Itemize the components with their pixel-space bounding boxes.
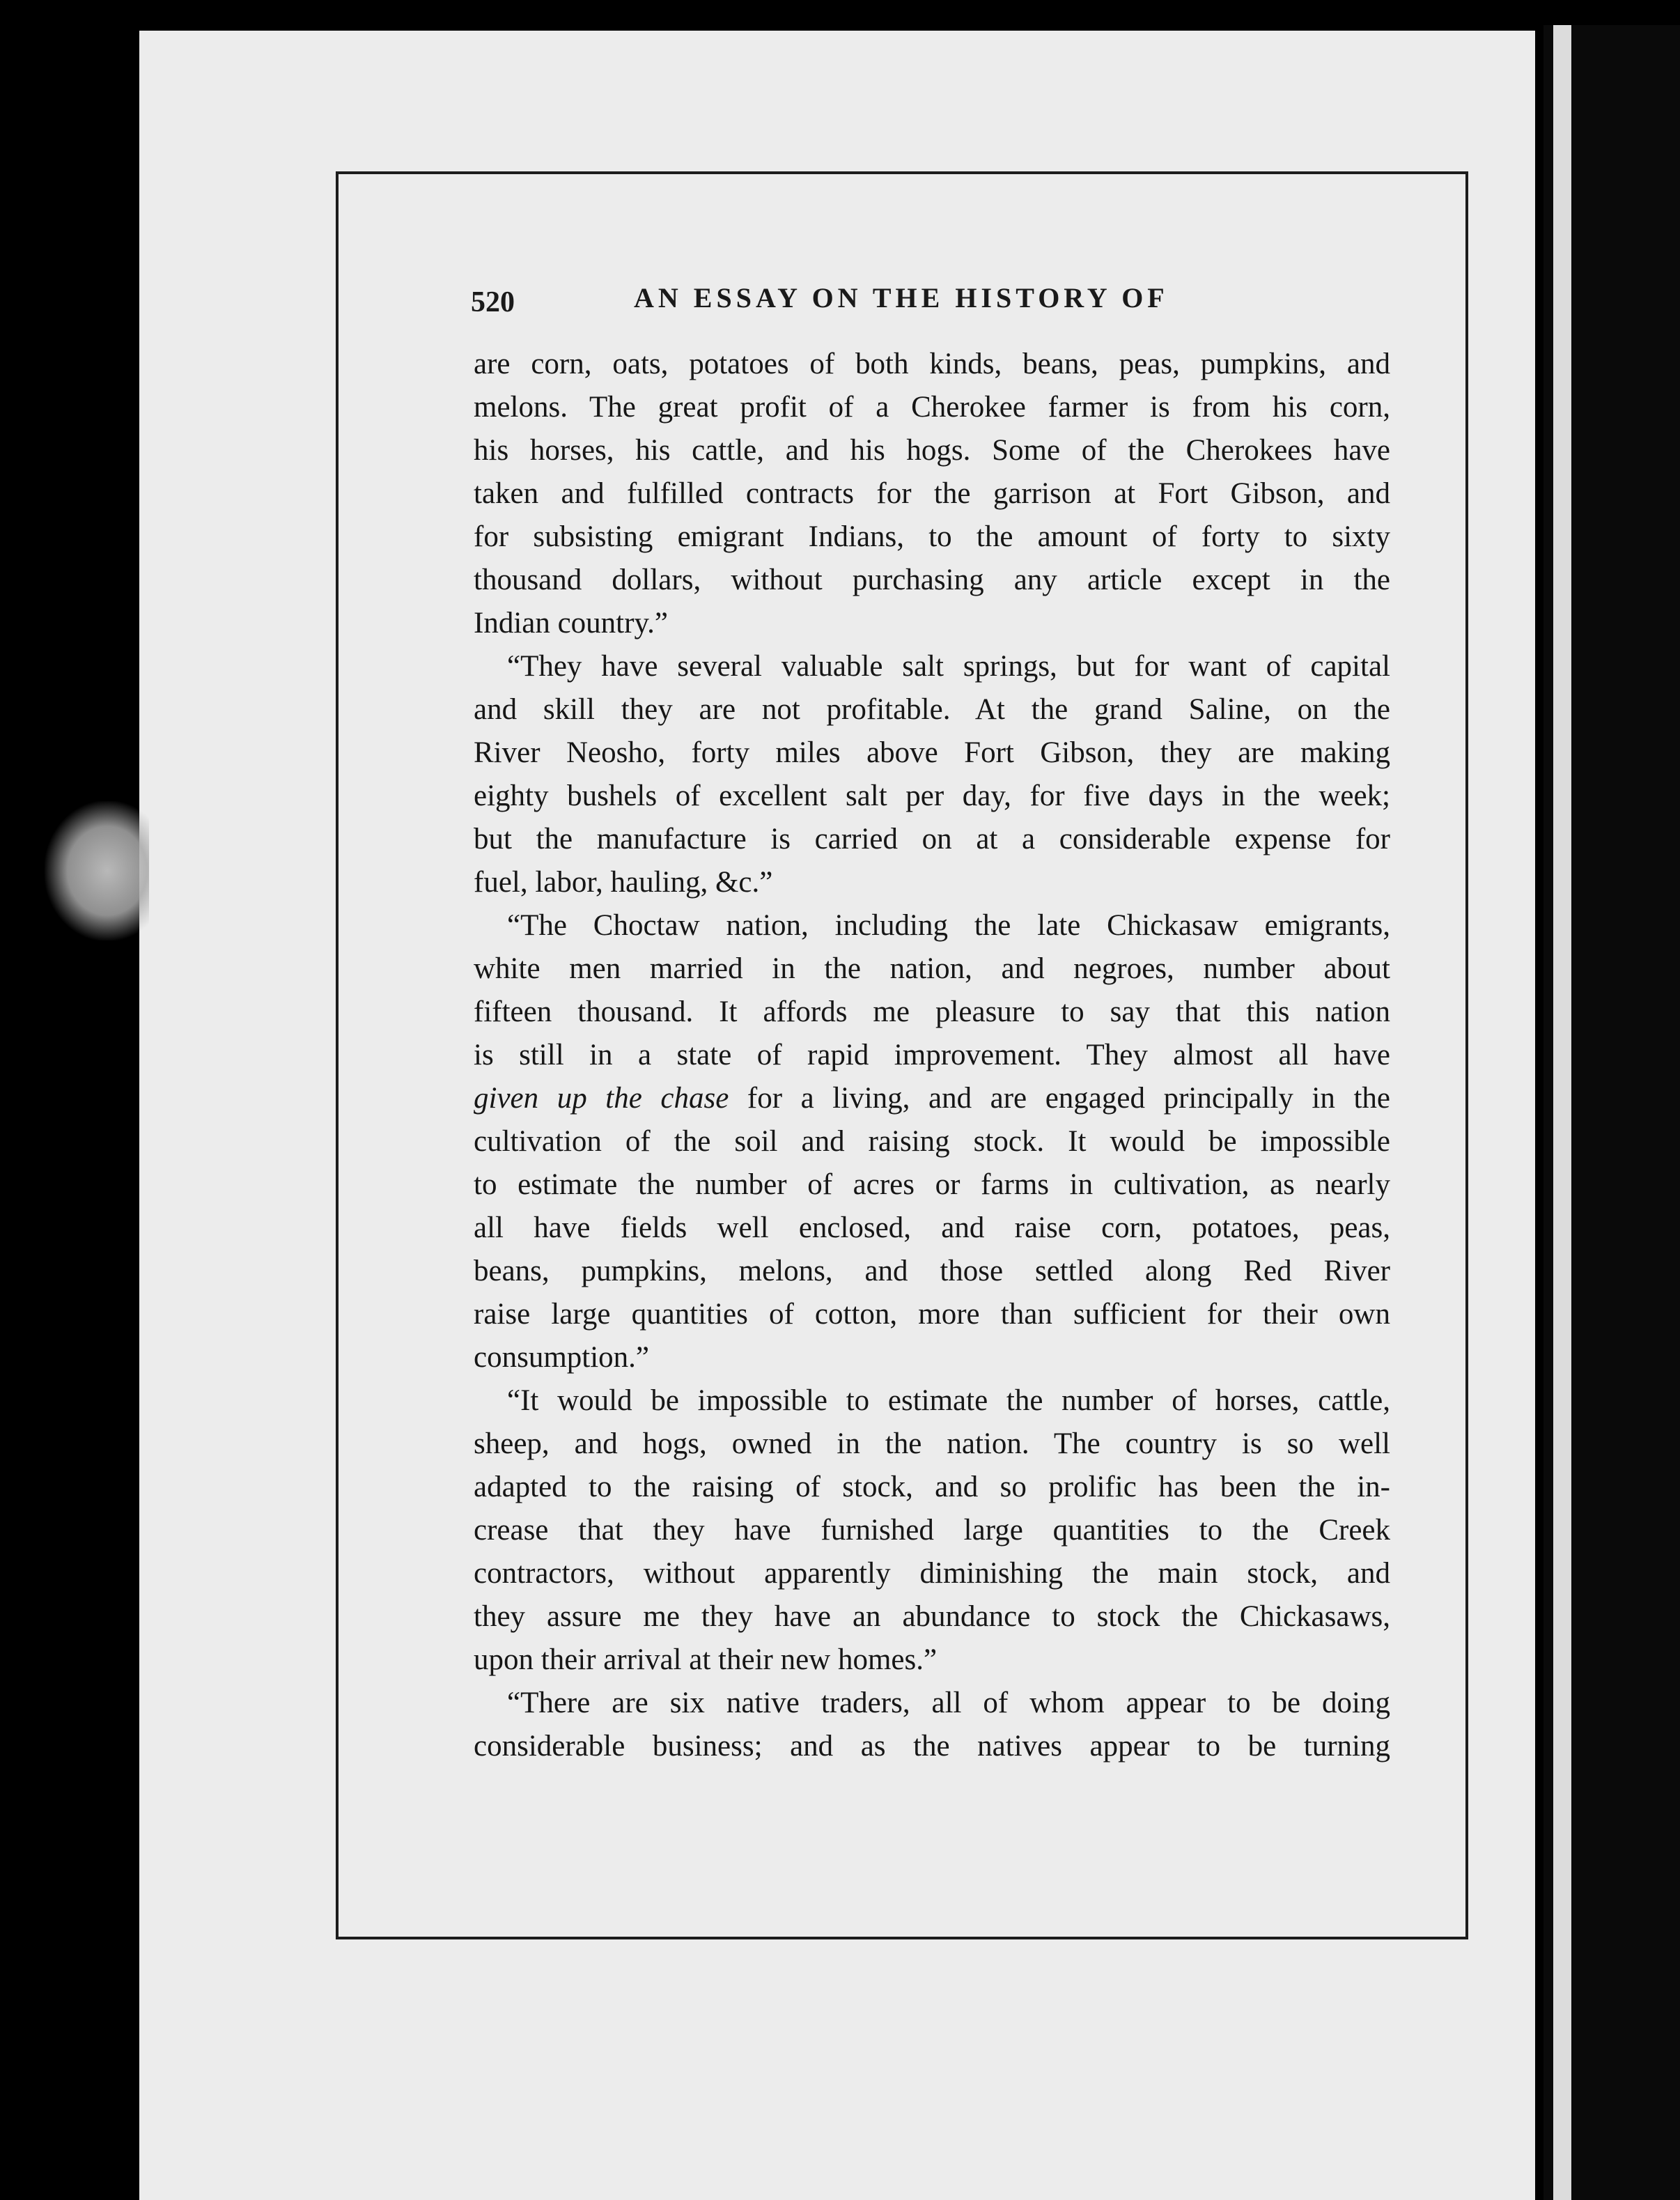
facing-page-edge bbox=[1543, 25, 1680, 2200]
text-line: consumption.” bbox=[474, 1341, 649, 1374]
facing-page-strip bbox=[1553, 25, 1571, 2200]
text-line: upon their arrival at their new homes.” bbox=[474, 1643, 938, 1676]
text-line: all have fields well enclosed, and raise corn, potatoes, peas, bbox=[474, 1211, 1390, 1244]
paragraph-start-line: “They have several valuable salt springs, but for want of capital bbox=[507, 650, 1390, 683]
text-line: crease that they have furnished large quantities to the Creek bbox=[474, 1514, 1390, 1547]
text-line: considerable business; and as the natives appear to be turning bbox=[474, 1730, 1390, 1763]
text-line: and skill they are not profitable. At the grand Saline, on the bbox=[474, 693, 1390, 726]
text-line: white men married in the nation, and negroes, number about bbox=[474, 952, 1390, 985]
text-line: contractors, without apparently diminishing the main stock, and bbox=[474, 1557, 1390, 1590]
text-line: cultivation of the soil and raising stock. It would be impossible bbox=[474, 1125, 1390, 1158]
text-line: eighty bushels of excellent salt per day, for five days in the week; bbox=[474, 780, 1390, 812]
text-line: beans, pumpkins, melons, and those settled along Red River bbox=[474, 1255, 1390, 1287]
text-line-with-italic bbox=[474, 1077, 1390, 1120]
text-line: River Neosho, forty miles above Fort Gibson, they are making bbox=[474, 736, 1390, 769]
text-line: fuel, labor, hauling, &c.” bbox=[474, 866, 773, 899]
body-text bbox=[474, 343, 1390, 1768]
text-line: are corn, oats, potatoes of both kinds, beans, peas, pumpkins, and bbox=[474, 348, 1390, 380]
text-line: adapted to the raising of stock, and so prolific has been the in- bbox=[474, 1471, 1390, 1503]
italic-phrase: given up the chase bbox=[474, 1082, 729, 1115]
text-line: but the manufacture is carried on at a considerable expense for bbox=[474, 823, 1390, 855]
text-line: thousand dollars, without purchasing any article except in the bbox=[474, 564, 1390, 596]
paragraph-start-line: “There are six native traders, all of whom appear to be doing bbox=[507, 1687, 1390, 1719]
text-line: melons. The great profit of a Cherokee farmer is from his corn, bbox=[474, 391, 1390, 424]
running-head bbox=[471, 281, 1393, 327]
text-line: raise large quantities of cotton, more than sufficient for their own bbox=[474, 1298, 1390, 1331]
page-number: 520 bbox=[471, 286, 515, 318]
text-line: for subsisting emigrant Indians, to the amount of forty to sixty bbox=[474, 520, 1390, 553]
text-line: taken and fulfilled contracts for the garrison at Fort Gibson, and bbox=[474, 477, 1390, 510]
text-line: sheep, and hogs, owned in the nation. The country is so well bbox=[474, 1427, 1390, 1460]
paragraph-start-line: “It would be impossible to estimate the number of horses, cattle, bbox=[507, 1384, 1390, 1417]
torn-paper-fragment bbox=[45, 801, 149, 940]
text-line: his horses, his cattle, and his hogs. Some of the Cherokees have bbox=[474, 434, 1390, 467]
paragraph-start-line: “The Choctaw nation, including the late Chickasaw emigrants, bbox=[507, 909, 1390, 942]
text-line-rest: for a living, and are engaged principally in the bbox=[747, 1082, 1390, 1115]
text-line: to estimate the number of acres or farms in cultivation, as nearly bbox=[474, 1168, 1390, 1201]
text-line: they assure me they have an abundance to stock the Chickasaws, bbox=[474, 1600, 1390, 1633]
text-line: is still in a state of rapid improvement. They almost all have bbox=[474, 1039, 1390, 1071]
text-line: fifteen thousand. It affords me pleasure to say that this nation bbox=[474, 996, 1390, 1028]
running-title: AN ESSAY ON THE HISTORY OF bbox=[634, 282, 1169, 313]
text-line: Indian country.” bbox=[474, 607, 668, 640]
